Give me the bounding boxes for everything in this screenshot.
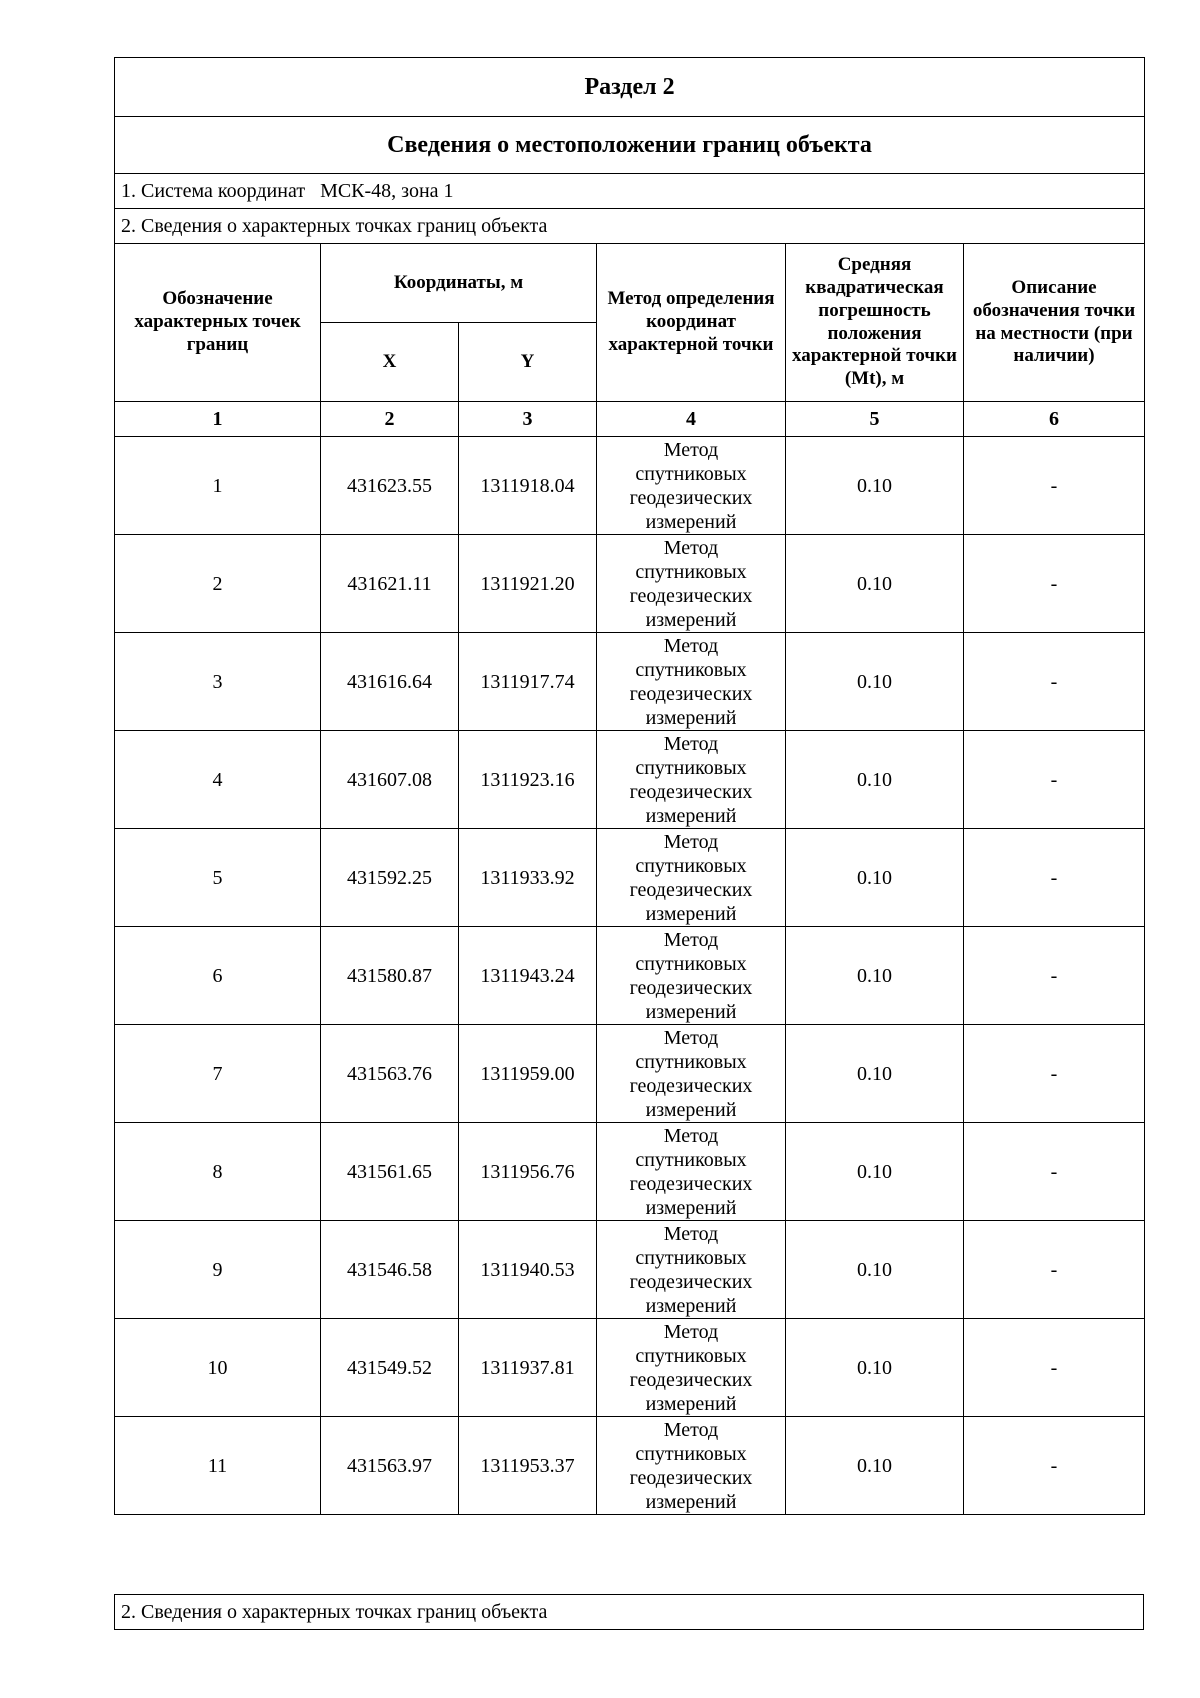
method-text-line: спутниковых xyxy=(635,756,747,779)
column-number: 2 xyxy=(321,402,459,437)
mean-square-error-cell: 0.10 xyxy=(786,633,964,731)
method-text-line: геодезических xyxy=(629,878,753,901)
header-coordinates: Координаты, м xyxy=(321,244,597,323)
method-text-line: Метод xyxy=(663,732,719,755)
method-cell xyxy=(597,437,786,535)
method-text-line: спутниковых xyxy=(635,1442,747,1465)
method-text-line: Метод xyxy=(663,1124,719,1147)
y-coordinate-cell: 1311923.16 xyxy=(459,731,597,829)
method-text-line: измерений xyxy=(645,1392,737,1415)
method-cell xyxy=(597,1221,786,1319)
description-cell: - xyxy=(964,1319,1145,1417)
description-cell: - xyxy=(964,1221,1145,1319)
description-cell: - xyxy=(964,1025,1145,1123)
point-id-cell: 2 xyxy=(115,535,321,633)
bottom-points-heading: 2. Сведения о характерных точках границ объекта xyxy=(114,1594,1144,1630)
description-cell: - xyxy=(964,829,1145,927)
boundary-section-table xyxy=(114,57,1145,1515)
header-description: Описание обозначения точки на местности (при наличии) xyxy=(964,244,1145,402)
method-cell xyxy=(597,1123,786,1221)
method-text-line: геодезических xyxy=(629,780,753,803)
point-id-cell: 4 xyxy=(115,731,321,829)
method-text-line: измерений xyxy=(645,1294,737,1317)
method-text-line: спутниковых xyxy=(635,854,747,877)
method-text-line: измерений xyxy=(645,804,737,827)
method-cell xyxy=(597,633,786,731)
method-text-line: Метод xyxy=(663,438,719,461)
method-cell xyxy=(597,829,786,927)
mean-square-error-cell: 0.10 xyxy=(786,1417,964,1515)
method-text-line: измерений xyxy=(645,608,737,631)
x-coordinate-cell: 431592.25 xyxy=(321,829,459,927)
method-cell xyxy=(597,535,786,633)
description-cell: - xyxy=(964,927,1145,1025)
method-text-line: измерений xyxy=(645,1196,737,1219)
point-id-cell: 1 xyxy=(115,437,321,535)
method-cell xyxy=(597,1417,786,1515)
section-title: Раздел 2 xyxy=(115,58,1145,117)
description-cell: - xyxy=(964,1417,1145,1515)
method-text-line: спутниковых xyxy=(635,658,747,681)
method-text-line: спутниковых xyxy=(635,1050,747,1073)
column-number: 6 xyxy=(964,402,1145,437)
method-text-line: геодезических xyxy=(629,1074,753,1097)
mean-square-error-cell: 0.10 xyxy=(786,535,964,633)
table-row xyxy=(115,1025,1145,1123)
method-text-line: Метод xyxy=(663,634,719,657)
table-row xyxy=(115,1417,1145,1515)
method-text-line: Метод xyxy=(663,1222,719,1245)
description-cell: - xyxy=(964,535,1145,633)
mean-square-error-cell: 0.10 xyxy=(786,437,964,535)
method-text-line: Метод xyxy=(663,1026,719,1049)
mean-square-error-cell: 0.10 xyxy=(786,1319,964,1417)
method-text-line: геодезических xyxy=(629,976,753,999)
description-cell: - xyxy=(964,633,1145,731)
method-text-line: геодезических xyxy=(629,1466,753,1489)
coordinate-system-value: МСК-48, зона 1 xyxy=(320,180,454,202)
y-coordinate-cell: 1311940.53 xyxy=(459,1221,597,1319)
mean-square-error-cell: 0.10 xyxy=(786,829,964,927)
method-text-line: геодезических xyxy=(629,682,753,705)
method-text-line: спутниковых xyxy=(635,1246,747,1269)
method-text-line: спутниковых xyxy=(635,560,747,583)
table-row xyxy=(115,829,1145,927)
point-id-cell: 11 xyxy=(115,1417,321,1515)
y-coordinate-cell: 1311959.00 xyxy=(459,1025,597,1123)
table-row xyxy=(115,927,1145,1025)
method-text-line: Метод xyxy=(663,830,719,853)
y-coordinate-cell: 1311933.92 xyxy=(459,829,597,927)
method-cell xyxy=(597,1025,786,1123)
y-coordinate-cell: 1311956.76 xyxy=(459,1123,597,1221)
method-text-line: измерений xyxy=(645,1000,737,1023)
method-text-line: геодезических xyxy=(629,1172,753,1195)
description-cell: - xyxy=(964,1123,1145,1221)
coordinate-system-line xyxy=(115,174,1145,209)
y-coordinate-cell: 1311937.81 xyxy=(459,1319,597,1417)
y-coordinate-cell: 1311917.74 xyxy=(459,633,597,731)
coordinate-system-label: 1. Система координат xyxy=(121,180,306,202)
x-coordinate-cell: 431563.97 xyxy=(321,1417,459,1515)
method-text-line: Метод xyxy=(663,1418,719,1441)
x-coordinate-cell: 431580.87 xyxy=(321,927,459,1025)
x-coordinate-cell: 431561.65 xyxy=(321,1123,459,1221)
method-cell xyxy=(597,927,786,1025)
method-text-line: измерений xyxy=(645,706,737,729)
table-row xyxy=(115,1221,1145,1319)
x-coordinate-cell: 431546.58 xyxy=(321,1221,459,1319)
point-id-cell: 9 xyxy=(115,1221,321,1319)
column-number: 4 xyxy=(597,402,786,437)
header-point-designation: Обозначение характерных точек границ xyxy=(115,244,321,402)
y-coordinate-cell: 1311918.04 xyxy=(459,437,597,535)
y-coordinate-cell: 1311921.20 xyxy=(459,535,597,633)
x-coordinate-cell: 431623.55 xyxy=(321,437,459,535)
method-text-line: спутниковых xyxy=(635,952,747,975)
header-mean-square-error: Средняя квадратическая погрешность положения характерной точки (Mt), м xyxy=(786,244,964,402)
x-coordinate-cell: 431563.76 xyxy=(321,1025,459,1123)
table-row xyxy=(115,633,1145,731)
point-id-cell: 3 xyxy=(115,633,321,731)
mean-square-error-cell: 0.10 xyxy=(786,1123,964,1221)
x-coordinate-cell: 431621.11 xyxy=(321,535,459,633)
method-text-line: геодезических xyxy=(629,1270,753,1293)
header-y: Y xyxy=(459,323,597,402)
table-row xyxy=(115,535,1145,633)
method-text-line: спутниковых xyxy=(635,462,747,485)
method-text-line: геодезических xyxy=(629,584,753,607)
method-text-line: геодезических xyxy=(629,1368,753,1391)
column-number: 3 xyxy=(459,402,597,437)
point-id-cell: 5 xyxy=(115,829,321,927)
method-text-line: измерений xyxy=(645,902,737,925)
point-id-cell: 7 xyxy=(115,1025,321,1123)
method-text-line: измерений xyxy=(645,510,737,533)
mean-square-error-cell: 0.10 xyxy=(786,731,964,829)
section-subtitle: Сведения о местоположении границ объекта xyxy=(115,117,1145,174)
point-id-cell: 10 xyxy=(115,1319,321,1417)
method-cell xyxy=(597,1319,786,1417)
mean-square-error-cell: 0.10 xyxy=(786,1221,964,1319)
table-row xyxy=(115,731,1145,829)
method-text-line: Метод xyxy=(663,928,719,951)
x-coordinate-cell: 431616.64 xyxy=(321,633,459,731)
point-id-cell: 8 xyxy=(115,1123,321,1221)
method-text-line: Метод xyxy=(663,536,719,559)
method-text-line: геодезических xyxy=(629,486,753,509)
table-row xyxy=(115,1123,1145,1221)
header-method: Метод определения координат характерной точки xyxy=(597,244,786,402)
column-number: 5 xyxy=(786,402,964,437)
method-text-line: измерений xyxy=(645,1490,737,1513)
y-coordinate-cell: 1311953.37 xyxy=(459,1417,597,1515)
x-coordinate-cell: 431607.08 xyxy=(321,731,459,829)
table-row xyxy=(115,437,1145,535)
points-heading: 2. Сведения о характерных точках границ объекта xyxy=(115,209,1145,244)
y-coordinate-cell: 1311943.24 xyxy=(459,927,597,1025)
method-cell xyxy=(597,731,786,829)
description-cell: - xyxy=(964,437,1145,535)
x-coordinate-cell: 431549.52 xyxy=(321,1319,459,1417)
mean-square-error-cell: 0.10 xyxy=(786,1025,964,1123)
table-row xyxy=(115,1319,1145,1417)
method-text-line: спутниковых xyxy=(635,1344,747,1367)
point-id-cell: 6 xyxy=(115,927,321,1025)
column-number: 1 xyxy=(115,402,321,437)
mean-square-error-cell: 0.10 xyxy=(786,927,964,1025)
method-text-line: измерений xyxy=(645,1098,737,1121)
method-text-line: спутниковых xyxy=(635,1148,747,1171)
method-text-line: Метод xyxy=(663,1320,719,1343)
header-x: X xyxy=(321,323,459,402)
description-cell: - xyxy=(964,731,1145,829)
